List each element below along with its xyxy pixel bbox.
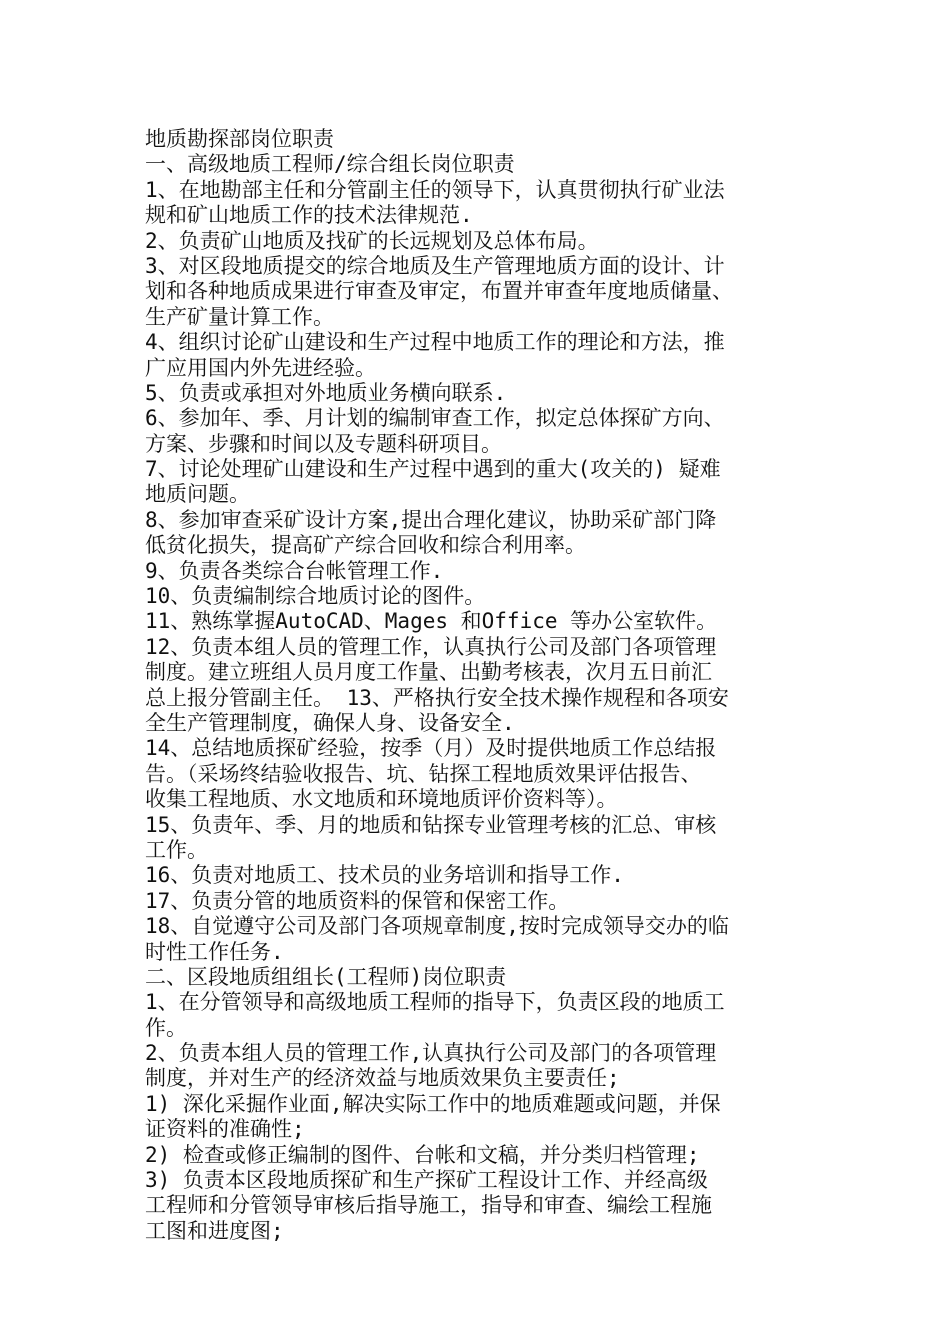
text-line: 广应用国内外先进经验。 [145, 355, 376, 380]
text-line: 7、讨论处理矿山建设和生产过程中遇到的重大(攻关的) 疑难 [145, 457, 721, 482]
text-line: 一、高级地质工程师/综合组长岗位职责 [145, 152, 515, 177]
text-line: 收集工程地质、水文地质和环境地质评价资料等）。 [145, 787, 618, 812]
text-line: 2、负责本组人员的管理工作,认真执行公司及部门的各项管理 [145, 1041, 717, 1066]
text-line: 证资料的准确性; [145, 1117, 305, 1142]
text-line: 二、区段地质组组长(工程师)岗位职责 [145, 964, 507, 989]
text-line: 5、负责或承担对外地质业务横向联系. [145, 380, 507, 405]
text-line: 生产矿量计算工作。 [145, 304, 334, 329]
text-line: 地质勘探部岗位职责 [145, 127, 334, 151]
text-line: 制度。建立班组人员月度工作量、出勤考核表，次月五日前汇 [145, 660, 712, 685]
text-line: 低贫化损失，提高矿产综合回收和综合利用率。 [145, 533, 586, 558]
text-line: 3、对区段地质提交的综合地质及生产管理地质方面的设计、计 [145, 253, 725, 278]
text-line: 2、负责矿山地质及找矿的长远规划及总体布局。 [145, 228, 599, 253]
text-line: 17、负责分管的地质资料的保管和保密工作。 [145, 888, 570, 913]
text-line: 告。（采场终结验收报告、坑、钻探工程地质效果评估报告、 [145, 761, 702, 786]
text-line: 15、负责年、季、月的地质和钻探专业管理考核的汇总、审核 [145, 812, 717, 837]
text-line: 1) 深化采掘作业面,解决实际工作中的地质难题或问题，并保 [145, 1091, 721, 1116]
text-line: 10、负责编制综合地质讨论的图件。 [145, 584, 486, 609]
text-line: 8、参加审查采矿设计方案,提出合理化建议，协助采矿部门降 [145, 507, 717, 532]
text-line: 9、负责各类综合台帐管理工作. [145, 558, 444, 583]
text-line: 划和各种地质成果进行审查及审定，布置并审查年度地质储量、 [145, 279, 733, 304]
document-body [145, 127, 825, 1244]
text-line: 14、总结地质探矿经验，按季（月）及时提供地质工作总结报 [145, 736, 717, 761]
text-line: 时性工作任务. [145, 939, 284, 964]
text-line: 4、组织讨论矿山建设和生产过程中地质工作的理论和方法，推 [145, 330, 725, 355]
text-line: 16、负责对地质工、技术员的业务培训和指导工作. [145, 863, 624, 888]
text-line: 11、熟练掌握AutoCAD、Mages 和Office 等办公室软件。 [145, 609, 718, 634]
text-line: 规和矿山地质工作的技术法律规范. [145, 203, 473, 228]
text-line: 地质问题。 [145, 482, 250, 507]
text-line: 18、自觉遵守公司及部门各项规章制度,按时完成领导交办的临 [145, 914, 729, 939]
text-line: 1、在地勘部主任和分管副主任的领导下，认真贯彻执行矿业法 [145, 177, 725, 202]
text-line: 工程师和分管领导审核后指导施工，指导和审查、编绘工程施 [145, 1193, 712, 1218]
text-line: 2) 检查或修正编制的图件、台帐和文稿，并分类归档管理; [145, 1142, 700, 1167]
text-line: 总上报分管副主任。 13、严格执行安全技术操作规程和各项安 [145, 685, 729, 710]
text-line: 工作。 [145, 837, 208, 862]
text-line: 工图和进度图; [145, 1218, 284, 1243]
text-line: 作。 [145, 1015, 187, 1040]
text-line: 6、参加年、季、月计划的编制审查工作，拟定总体探矿方向、 [145, 406, 725, 431]
text-line: 全生产管理制度，确保人身、设备安全. [145, 710, 515, 735]
text-line: 方案、步骤和时间以及专题科研项目。 [145, 431, 502, 456]
text-line: 3) 负责本区段地质探矿和生产探矿工程设计工作、并经高级 [145, 1168, 708, 1193]
text-line: 制度，并对生产的经济效益与地质效果负主要责任; [145, 1066, 620, 1091]
text-line: 1、在分管领导和高级地质工程师的指导下，负责区段的地质工 [145, 990, 725, 1015]
text-line: 12、负责本组人员的管理工作，认真执行公司及部门各项管理 [145, 634, 717, 659]
